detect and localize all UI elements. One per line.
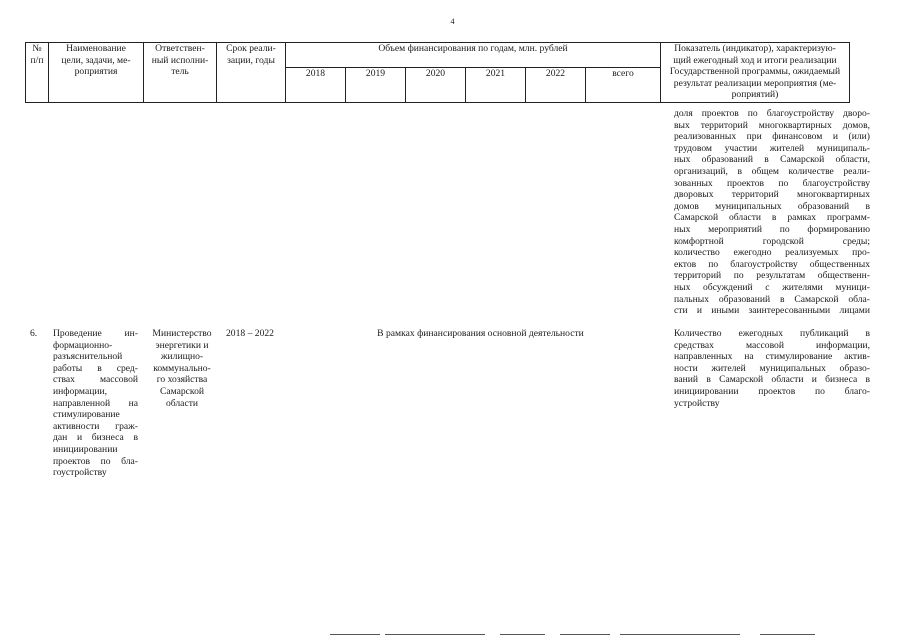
header-indicator: Показатель (индикатор), характеризую- щий ежегодный ход и итоги реализации Государственной программы, ожидаемый результат реализации мероприятия (ме- роприятий) — [661, 43, 850, 103]
footer-rule — [760, 634, 815, 635]
header-year-2022: 2022 — [526, 68, 586, 103]
row6-number: 6. — [30, 328, 38, 339]
header-number: № п/п — [26, 43, 49, 103]
header-year-total: всего — [586, 68, 661, 103]
footer-rule — [385, 634, 485, 635]
page-number: 4 — [450, 17, 455, 26]
footer-rule — [330, 634, 380, 635]
header-term: Срок реали- зации, годы — [217, 43, 286, 103]
header-year-2021: 2021 — [466, 68, 526, 103]
footer-rule — [560, 634, 610, 635]
continued-indicator-text: доля проектов по благоустройству дворо- вых территорий многоквартирных домов, реализованных при финансовом и (или) трудовом участии жителей муниципаль- ных образований в Самарской области, организаций, в общем количестве реали- зованных проектов по благоустройству дворовых территорий многоквартирных домов муниципальных образований в Самарской области в рамках программ- ных мероприятий по формированию комфортной городской среды; количество ежегодно реализуемых про- ектов по благоустройству общественных территорий по результатам общественн- ных обсуждений с жителями муници- пальных образований в Самарской обла- сти и иными заинтересованными лицами — [674, 108, 870, 317]
header-funding: Объем финансирования по годам, млн. рублей — [286, 43, 661, 68]
row6-funding: В рамках финансирования основной деятельности — [377, 328, 584, 339]
row6-name: Проведение ин- формационно- разъяснительной работы в сред- ствах массовой информации, направленной на стимулирование активности граж- дан и бизнеса в инициировании проектов по бла- гоустройству — [53, 328, 138, 479]
row6-indicator: Количество ежегодных публикаций в средствах массовой информации, направленных на стимулирование актив- ности жителей муниципальных образо- ваний в Самарской области и бизнеса в инициировании проектов по благо- устройству — [674, 328, 870, 409]
header-name: Наименование цели, задачи, ме- роприятия — [49, 43, 144, 103]
header-year-2019: 2019 — [346, 68, 406, 103]
row6-responsible: Министерство энергетики и жилищно- коммунально- го хозяйства Самарской области — [152, 328, 212, 409]
header-year-2020: 2020 — [406, 68, 466, 103]
row6-term: 2018 – 2022 — [226, 328, 274, 339]
footer-rule — [620, 634, 740, 635]
header-responsible: Ответствен- ный исполни- тель — [144, 43, 217, 103]
table-header — [25, 42, 850, 103]
header-year-2018: 2018 — [286, 68, 346, 103]
footer-rule — [500, 634, 545, 635]
